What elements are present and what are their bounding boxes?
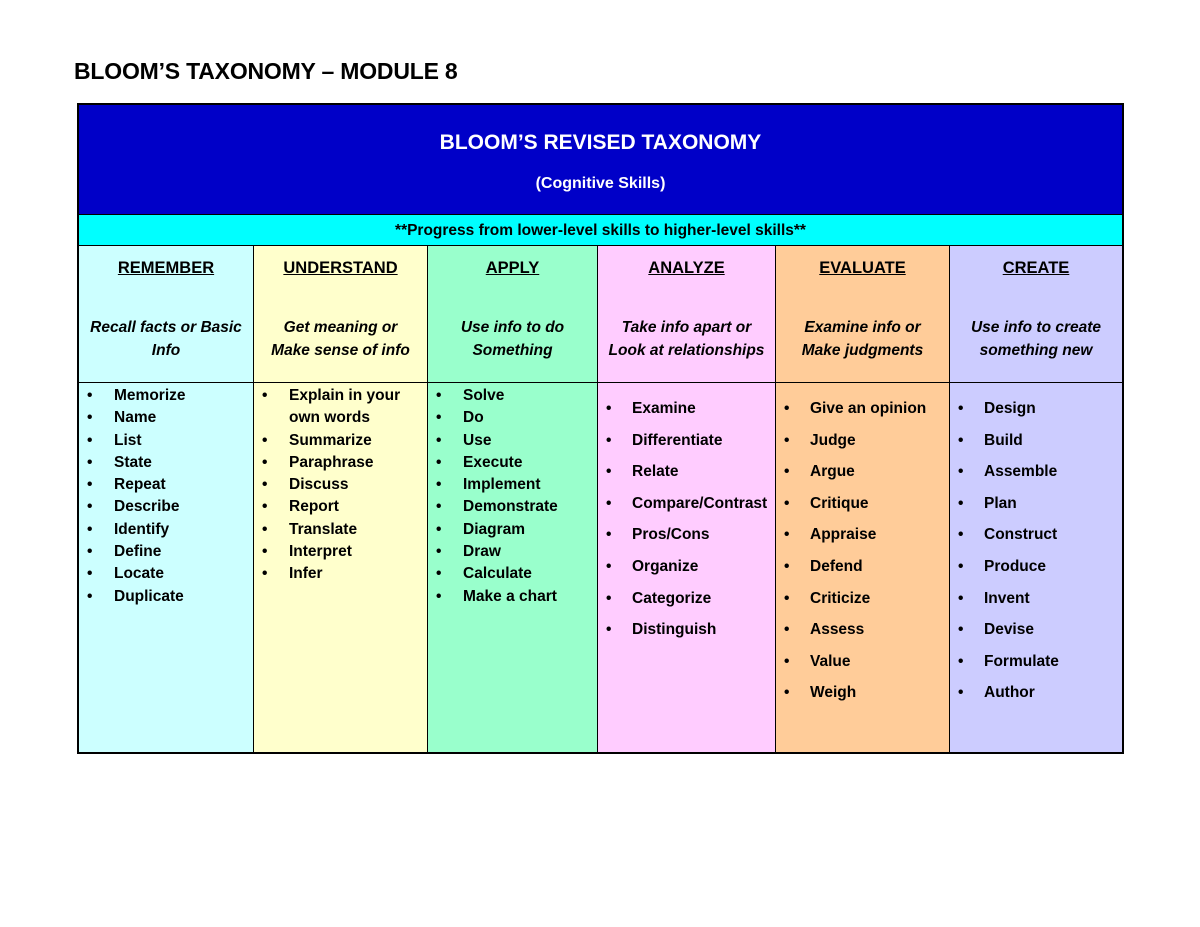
- list-item: • Explain in your own words: [254, 385, 427, 430]
- column-description: Get meaning or Make sense of info: [271, 319, 410, 359]
- page-title: BLOOM’S TAXONOMY – MODULE 8: [74, 58, 458, 84]
- column-header: [79, 246, 253, 383]
- column-header: [428, 246, 597, 383]
- list-item: • Categorize: [598, 583, 775, 615]
- column-apply: [428, 246, 598, 752]
- list-item: • Discuss: [254, 474, 427, 496]
- verb-list: [79, 385, 253, 608]
- list-item: • Identify: [79, 519, 253, 541]
- list-item: • Examine: [598, 393, 775, 425]
- list-item: • Do: [428, 407, 597, 429]
- list-item: • Duplicate: [79, 586, 253, 608]
- list-item: • Use: [428, 430, 597, 452]
- list-item: • Interpret: [254, 541, 427, 563]
- list-item: • Organize: [598, 551, 775, 583]
- verb-list: [254, 385, 427, 586]
- list-item: • Weigh: [776, 677, 949, 709]
- column-name: UNDERSTAND: [283, 259, 398, 277]
- list-item: • Locate: [79, 563, 253, 585]
- list-item: • Value: [776, 646, 949, 678]
- column-description: Take info apart or Look at relationships: [608, 319, 765, 359]
- column-header: [950, 246, 1122, 383]
- list-item: • Draw: [428, 541, 597, 563]
- list-item: • Name: [79, 407, 253, 429]
- list-item: • Infer: [254, 563, 427, 585]
- list-item: • Assemble: [950, 456, 1122, 488]
- list-item: • Author: [950, 677, 1122, 709]
- list-item: • Demonstrate: [428, 496, 597, 518]
- column-analyze: [598, 246, 776, 752]
- list-item: • Report: [254, 496, 427, 518]
- table-subtitle: (Cognitive Skills): [535, 175, 666, 192]
- list-item: • Pros/Cons: [598, 519, 775, 551]
- list-item: • Diagram: [428, 519, 597, 541]
- list-item: • Devise: [950, 614, 1122, 646]
- list-item: • Criticize: [776, 583, 949, 615]
- verb-list: [428, 385, 597, 608]
- column-understand: [254, 246, 428, 752]
- list-item: • Distinguish: [598, 614, 775, 646]
- list-item: • Defend: [776, 551, 949, 583]
- list-item: • Define: [79, 541, 253, 563]
- column-name: APPLY: [485, 259, 540, 277]
- list-item: • Plan: [950, 488, 1122, 520]
- column-description: Use info to do Something: [460, 319, 565, 359]
- list-item: • Repeat: [79, 474, 253, 496]
- column-header: [598, 246, 775, 383]
- list-item: • Construct: [950, 519, 1122, 551]
- list-item: • Differentiate: [598, 425, 775, 457]
- list-item: • List: [79, 430, 253, 452]
- list-item: • Judge: [776, 425, 949, 457]
- list-item: • Summarize: [254, 430, 427, 452]
- column-name: REMEMBER: [117, 259, 215, 277]
- column-description: Recall facts or Basic Info: [90, 319, 242, 359]
- list-item: • Compare/Contrast: [598, 488, 775, 520]
- list-item: • Calculate: [428, 563, 597, 585]
- table-title: BLOOM’S REVISED TAXONOMY: [439, 131, 762, 154]
- column-description: Use info to create something new: [970, 319, 1102, 359]
- list-item: • Produce: [950, 551, 1122, 583]
- list-item: • Argue: [776, 456, 949, 488]
- list-item: • Describe: [79, 496, 253, 518]
- verb-list: [950, 393, 1122, 709]
- list-item: • Solve: [428, 385, 597, 407]
- list-item: • Relate: [598, 456, 775, 488]
- column-name: CREATE: [1002, 259, 1070, 277]
- list-item: • Formulate: [950, 646, 1122, 678]
- table-header: [79, 105, 1122, 215]
- list-item: • Translate: [254, 519, 427, 541]
- column-evaluate: [776, 246, 950, 752]
- column-remember: [79, 246, 254, 752]
- column-name: EVALUATE: [819, 259, 906, 277]
- list-item: • Give an opinion: [776, 393, 949, 425]
- list-item: • Paraphrase: [254, 452, 427, 474]
- column-name: ANALYZE: [648, 259, 725, 277]
- list-item: • Design: [950, 393, 1122, 425]
- list-item: • Memorize: [79, 385, 253, 407]
- list-item: • Assess: [776, 614, 949, 646]
- list-item: • Execute: [428, 452, 597, 474]
- list-item: • State: [79, 452, 253, 474]
- column-header: [254, 246, 427, 383]
- verb-list: [776, 393, 949, 709]
- list-item: • Critique: [776, 488, 949, 520]
- progress-note: **Progress from lower-level skills to higher-level skills**: [79, 215, 1122, 246]
- column-header: [776, 246, 949, 383]
- verb-list: [598, 393, 775, 646]
- list-item: • Build: [950, 425, 1122, 457]
- list-item: • Make a chart: [428, 586, 597, 608]
- list-item: • Implement: [428, 474, 597, 496]
- list-item: • Appraise: [776, 519, 949, 551]
- taxonomy-table: [77, 103, 1124, 754]
- list-item: • Invent: [950, 583, 1122, 615]
- column-create: [950, 246, 1122, 752]
- column-description: Examine info or Make judgments: [801, 319, 924, 359]
